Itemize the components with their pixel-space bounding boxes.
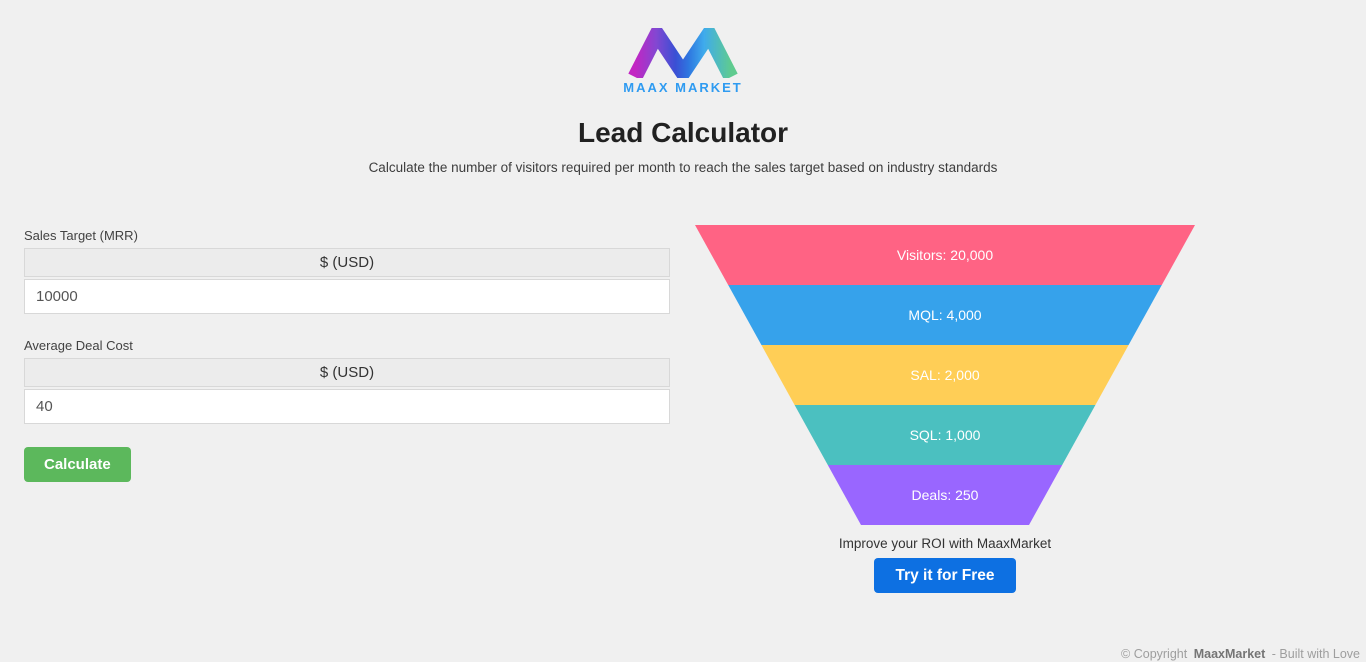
average-deal-cost-input[interactable] [24,389,670,424]
footer-brand: MaaxMarket [1193,647,1266,661]
lead-calculator-form [24,228,670,482]
try-it-for-free-button[interactable]: Try it for Free [874,558,1015,593]
logo-text: MAAX MARKET [623,80,743,95]
sales-target-field-group [24,228,670,314]
average-deal-cost-unit-header: $ (USD) [24,358,670,387]
sales-target-unit-header: $ (USD) [24,248,670,277]
footer-copyright-prefix: © Copyright [1121,647,1188,661]
funnel-segment-label-sal: SAL: 2,000 [910,367,980,383]
footer-copyright [1121,647,1360,661]
sales-target-label: Sales Target (MRR) [24,228,138,243]
logo [0,28,1366,95]
calculate-button[interactable]: Calculate [24,447,131,482]
maaxmarket-logo-icon [627,28,739,78]
funnel-segment-label-mql: MQL: 4,000 [908,307,982,323]
funnel-section [695,225,1195,593]
roi-text: Improve your ROI with MaaxMarket [838,536,1052,551]
funnel-segment-label-sql: SQL: 1,000 [909,427,981,443]
funnel-chart [695,225,1195,525]
average-deal-cost-label: Average Deal Cost [24,338,133,353]
footer-suffix: - Built with Love [1271,647,1360,661]
average-deal-cost-field-group [24,338,670,424]
funnel-segment-label-visitors: Visitors: 20,000 [896,247,994,263]
page-title: Lead Calculator [577,117,789,148]
sales-target-input[interactable] [24,279,670,314]
page-subtitle: Calculate the number of visitors required per month to reach the sales target based on industry standards [368,160,998,175]
funnel-segment-label-deals: Deals: 250 [911,487,979,503]
